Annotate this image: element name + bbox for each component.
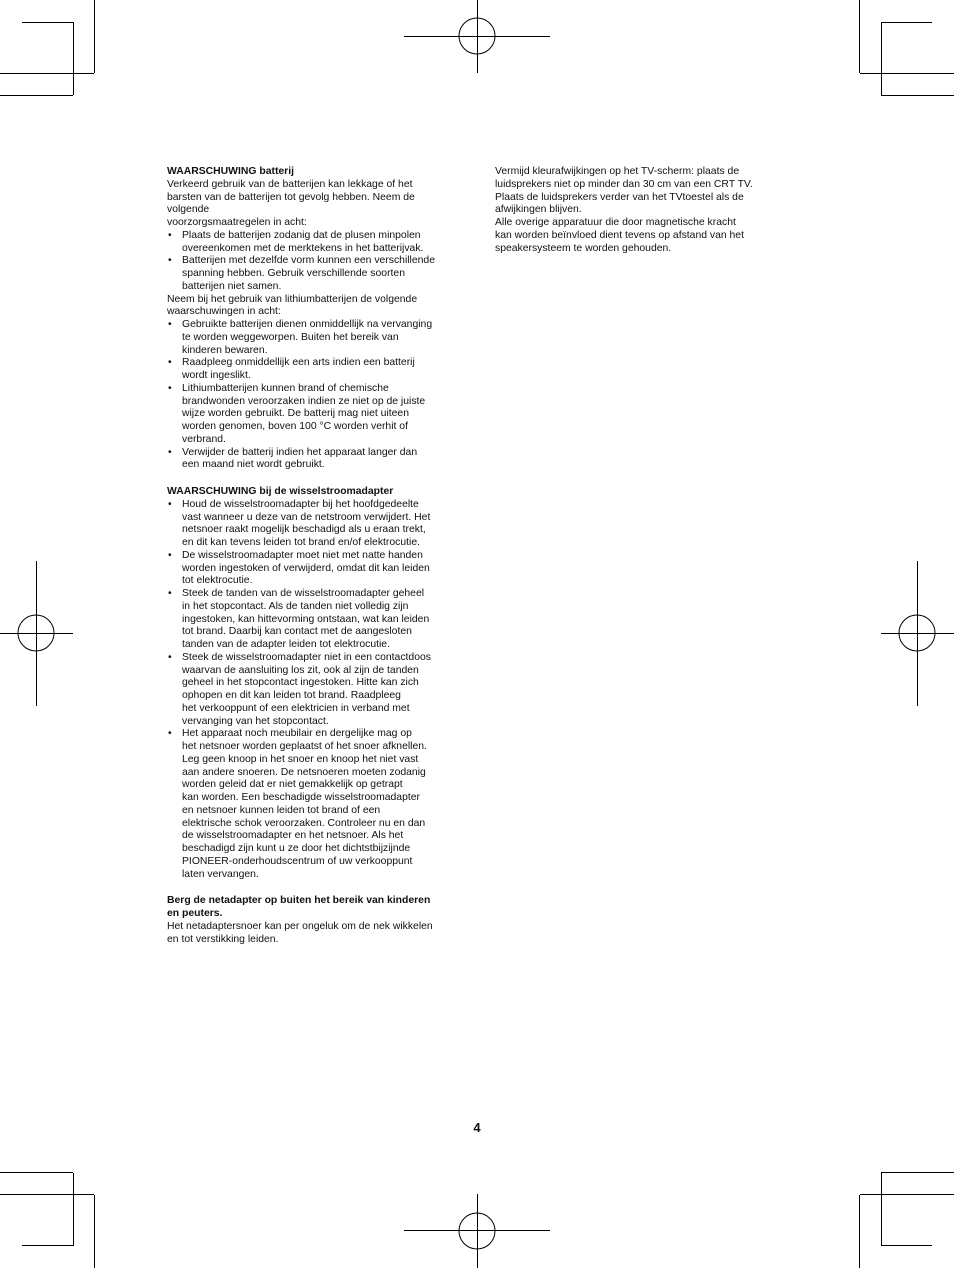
bullet-dot-icon: • [168,382,172,394]
left-column [167,166,457,960]
bullet-item-line: Steek de wisselstroomadapter niet in een contactdoos [182,651,431,663]
bullet-dot-icon: • [168,549,172,561]
bullet-dot-icon: • [168,728,172,740]
lithium-intro-line: waarschuwingen in acht: [167,306,281,318]
bullet-item-line: Steek de tanden van de wisselstroomadapter geheel [182,588,425,599]
bullet-item-line: overeenkomen met de merktekens in het batterijvak. [182,242,424,254]
bullet-dot-icon: • [168,446,172,458]
bullet-item-line: Batterijen met dezelfde vorm kunnen een verschillende [182,255,435,267]
battery-warning-heading: WAARSCHUWING batterij [167,166,294,177]
tv-color-paragraph-line: afwijkingen blijven. [495,204,582,216]
adapter-warning-section [167,486,457,881]
children-warning-heading-line: en peuters. [167,908,223,919]
bullet-item-line: spanning hebben. Gebruik verschillende soorten [182,268,405,279]
bullet-item-line: verbrand. [182,433,226,445]
bullet-item-line: het verkooppunt of een elektricien in verband met [182,702,410,714]
bullet-item-line: worden genomen, boven 100 °C worden verhit of [182,421,408,432]
bullet-item-line: Verwijder de batterij indien het apparaat langer dan [182,446,418,458]
bullet-item-line: de wisselstroomadapter en het netsnoer. Als het [182,830,404,842]
bullet-item-line: vervanging van het stopcontact. [182,715,329,727]
bullet-item-line: aan andere snoeren. De netsnoeren moeten zodanig [182,766,426,778]
bullet-dot-icon: • [168,255,172,267]
bullet-item-line: beschadigd zijn kunt u ze door het dichtstbijzijnde [182,843,411,854]
magnetic-equipment-paragraph [495,217,775,255]
bullet-item-line: De wisselstroomadapter moet niet met natte handen [182,549,423,561]
bullet-item-line: waarvan de aansluiting los zit, ook al zijn de tanden [182,664,419,676]
children-warning-heading [167,895,457,921]
bullet-dot-icon: • [168,498,172,510]
lithium-intro-line: Neem bij het gebruik van lithiumbatterijen de volgende [167,293,418,305]
bullet-item [167,728,457,881]
right-column [495,166,775,255]
bullet-item [167,230,457,256]
bullet-item-line: PIONEER-onderhoudscentrum of uw verkooppunt [182,855,413,867]
battery-intro-line: voorzorgsmaatregelen in acht: [167,217,307,228]
bullet-item [167,550,457,588]
page-number: 4 [473,1120,481,1135]
bullet-item-line: te worden weggeworpen. Buiten het bereik van [182,331,399,343]
bullet-item-line: batterijen niet samen. [182,280,282,292]
bullet-dot-icon: • [168,651,172,663]
bullet-item [167,499,457,550]
magnetic-equipment-paragraph-line: Alle overige apparatuur die door magnetische kracht [495,217,736,228]
bullet-item-line: Het apparaat noch meubilair en dergelijke mag op [182,728,412,740]
lithium-intro [167,294,457,320]
bullet-item-line: ophopen en dit kan leiden tot brand. Raadpleeg [182,690,401,701]
magnetic-equipment-paragraph-line: speakersysteem te worden gehouden. [495,242,672,254]
bullet-item-line: het netsnoer worden geplaatst of het snoer afknellen. [182,741,427,752]
bullet-item-line: tanden van de adapter leiden tot elektrocutie. [182,639,390,650]
tv-color-paragraph-line: Vermijd kleurafwijkingen op het TV-scherm: plaats de [495,166,740,177]
bullet-item-line: tot brand. Daarbij kan contact met de aangesloten [182,626,412,638]
bullet-item-line: brandwonden veroorzaken indien ze niet op de juiste [182,395,426,407]
bullet-item-line: Gebruikte batterijen dienen onmiddellijk na vervanging [182,319,433,330]
bullet-item-line: en netsnoer kunnen leiden tot brand of een [182,804,381,816]
bullet-item-line: wordt ingeslikt. [182,370,251,381]
bullet-item [167,652,457,729]
children-warning-body-line: Het netadaptersnoer kan per ongeluk om de nek wikkelen [167,920,433,932]
bullet-item-line: Lithiumbatterijen kunnen brand of chemische [182,382,389,394]
children-warning-section [167,895,457,946]
bullet-item [167,319,457,357]
bullet-item-line: geheel in het stopcontact ingestoken. Hitte kan zich [182,677,419,689]
bullet-dot-icon: • [168,229,172,241]
battery-bullet-list [167,230,457,294]
children-warning-body [167,921,457,947]
bullet-item-line: tot elektrocutie. [182,575,253,587]
adapter-warning-heading: WAARSCHUWING bij de wisselstroomadapter [167,486,394,497]
bullet-item-line: een maand niet wordt gebruikt. [182,459,325,471]
bullet-item [167,255,457,293]
children-warning-heading-line: Berg de netadapter op buiten het bereik van kinderen [167,895,431,907]
battery-intro-line: Verkeerd gebruik van de batterijen kan lekkage of het [167,178,413,190]
bullet-item-line: wijze worden gebruikt. De batterij mag niet uiteen [182,408,409,420]
adapter-bullet-list [167,499,457,882]
bullet-item [167,383,457,447]
bullet-item-line: netsnoer raakt mogelijk beschadigd als u eraan trekt, [182,524,426,536]
bullet-item-line: elektrische schok veroorzaken. Controleer nu en dan [182,817,426,829]
battery-warning-section [167,166,457,472]
bullet-dot-icon: • [168,319,172,330]
bullet-item-line: worden ingestoken of verwijderd, omdat dit kan leiden [182,562,430,574]
battery-intro-line: volgende [167,204,210,216]
bullet-item-line: worden geleid dat er niet gemakkelijk op getrapt [182,779,403,791]
bullet-item-line: Raadpleeg onmiddellijk een arts indien een batterij [182,357,415,369]
bullet-dot-icon: • [168,357,172,369]
bullet-item-line: en dit kan tevens leiden tot brand en/of elektrocutie. [182,537,420,548]
bullet-item-line: ingestoken, kan hittevorming ontstaan, wat kan leiden [182,613,430,625]
bullet-item-line: Leg geen knoop in het snoer en knoop het niet vast [182,753,419,765]
bullet-item-line: Houd de wisselstroomadapter bij het hoofdgedeelte [182,498,419,510]
magnetic-equipment-paragraph-line: kan worden beïnvloed dient tevens op afstand van het [495,229,744,241]
bullet-item [167,357,457,383]
children-warning-body-line: en tot verstikking leiden. [167,933,279,945]
bullet-item [167,588,457,652]
bullet-item-line: in het stopcontact. Als de tanden niet volledig zijn [182,600,409,612]
bullet-item [167,447,457,473]
lithium-bullet-list [167,319,457,472]
bullet-item-line: kinderen bewaren. [182,344,268,356]
bullet-item-line: vast wanneer u deze van de netstroom verwijdert. Het [182,511,431,523]
bullet-item-line: laten vervangen. [182,868,259,880]
battery-intro-line: barsten van de batterijen tot gevolg hebben. Neem de [167,191,415,203]
bullet-dot-icon: • [168,588,172,599]
tv-color-paragraph-line: Plaats de luidsprekers verder van het TVtoestel als de [495,191,744,203]
tv-color-paragraph [495,166,775,217]
bullet-item-line: kan worden. Een beschadigde wisselstroomadapter [182,792,420,803]
battery-intro [167,179,457,230]
tv-color-paragraph-line: luidsprekers niet op minder dan 30 cm van een CRT TV. [495,178,753,190]
bullet-item-line: Plaats de batterijen zodanig dat de plusen minpolen [182,229,421,241]
